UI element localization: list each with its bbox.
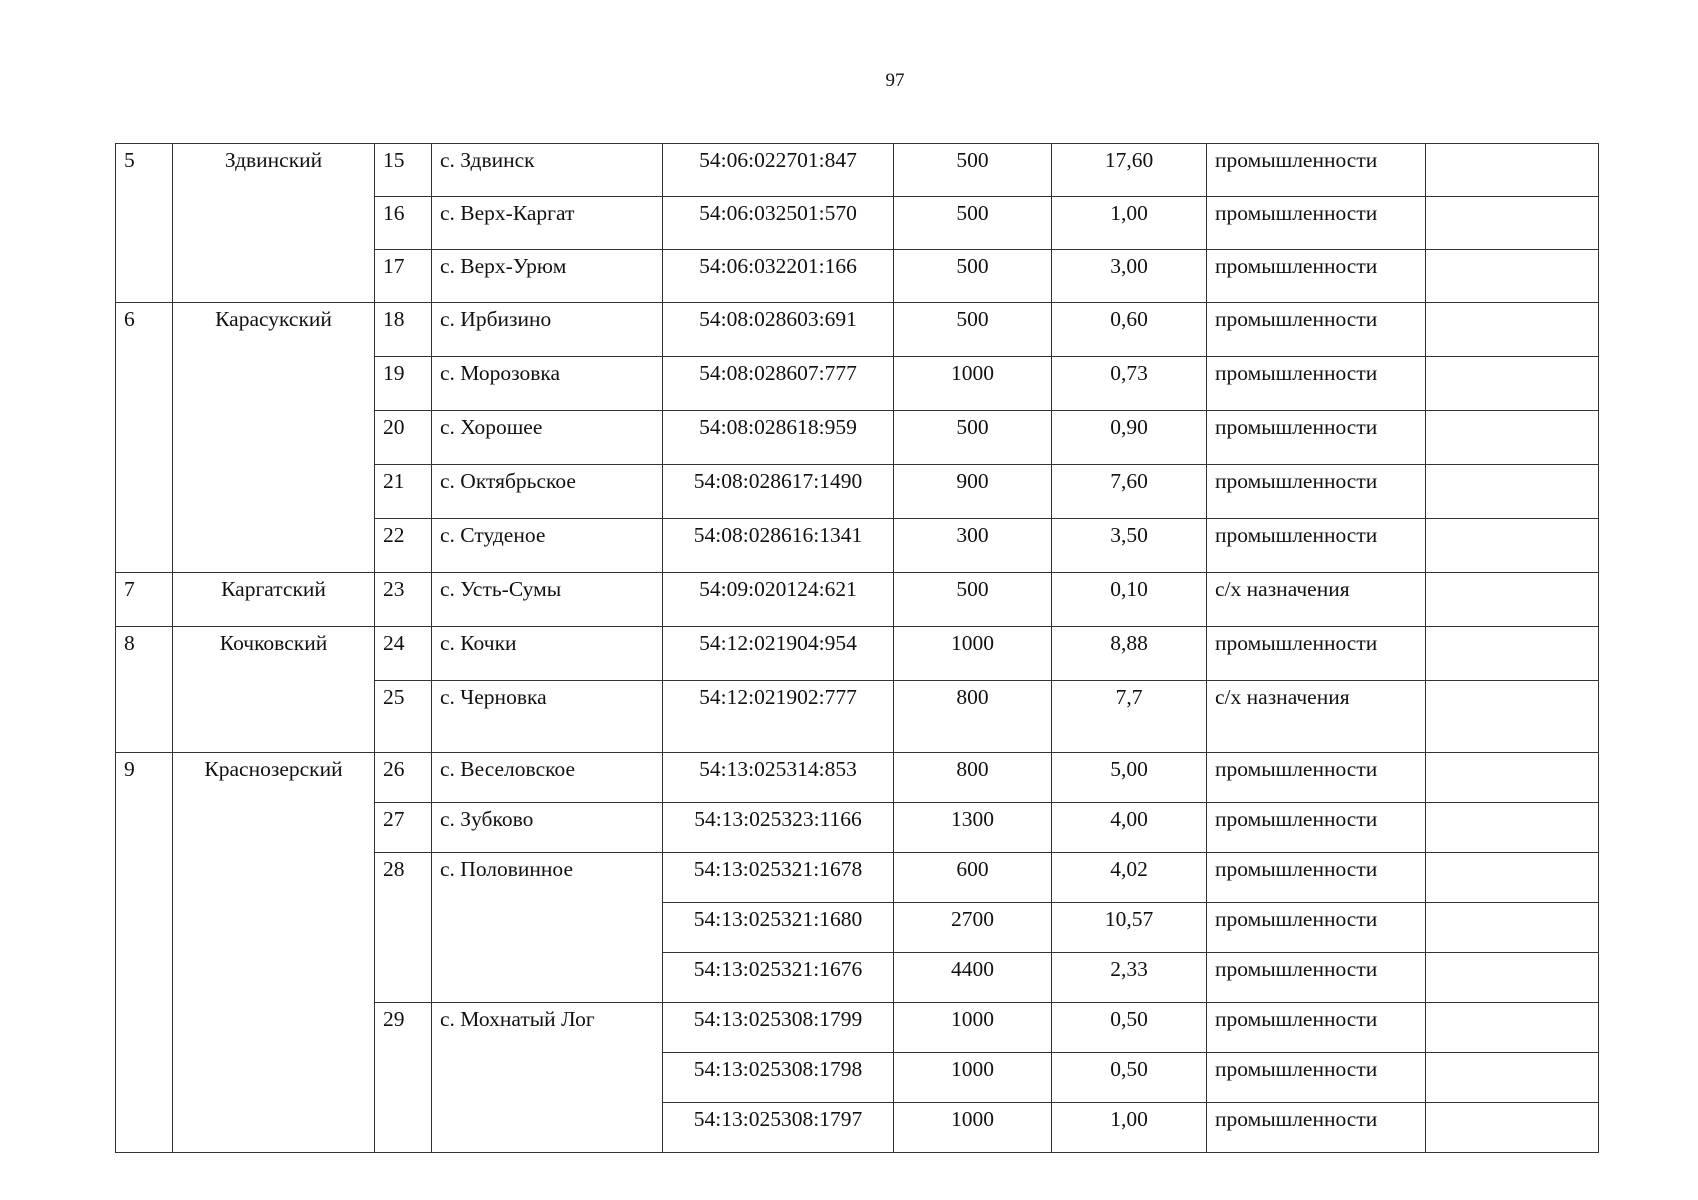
district-number: 5 xyxy=(116,144,173,303)
cadastral-number: 54:12:021902:777 xyxy=(663,681,894,753)
land-category: промышленности xyxy=(1207,1103,1426,1153)
locality-name: с. Хорошее xyxy=(432,411,663,465)
district-name: Каргатский xyxy=(173,573,375,627)
land-category: промышленности xyxy=(1207,853,1426,903)
table-row xyxy=(116,753,1599,803)
land-category: промышленности xyxy=(1207,803,1426,853)
locality-name: с. Морозовка xyxy=(432,357,663,411)
cadastral-number: 54:13:025321:1680 xyxy=(663,903,894,953)
plot-value-2: 7,7 xyxy=(1052,681,1207,753)
cadastral-number: 54:06:032501:570 xyxy=(663,197,894,250)
district-name: Краснозерский xyxy=(173,753,375,1153)
plot-value-1: 1300 xyxy=(894,803,1052,853)
cadastral-number: 54:13:025321:1678 xyxy=(663,853,894,903)
land-category: промышленности xyxy=(1207,144,1426,197)
locality-name: с. Здвинск xyxy=(432,144,663,197)
site-number: 15 xyxy=(375,144,432,197)
district-number: 9 xyxy=(116,753,173,1153)
district-number: 6 xyxy=(116,303,173,573)
cadastral-number: 54:08:028607:777 xyxy=(663,357,894,411)
plot-value-2: 2,33 xyxy=(1052,953,1207,1003)
cadastral-number: 54:08:028617:1490 xyxy=(663,465,894,519)
plot-value-1: 500 xyxy=(894,250,1052,303)
district-number: 7 xyxy=(116,573,173,627)
empty-cell xyxy=(1426,357,1599,411)
table-body xyxy=(116,144,1599,1153)
land-category: промышленности xyxy=(1207,250,1426,303)
empty-cell xyxy=(1426,573,1599,627)
plot-value-2: 0,73 xyxy=(1052,357,1207,411)
cadastral-number: 54:13:025308:1799 xyxy=(663,1003,894,1053)
empty-cell xyxy=(1426,144,1599,197)
empty-cell xyxy=(1426,853,1599,903)
cadastral-number: 54:08:028616:1341 xyxy=(663,519,894,573)
site-number: 18 xyxy=(375,303,432,357)
locality-name: с. Мохнатый Лог xyxy=(432,1003,663,1153)
plot-value-2: 4,00 xyxy=(1052,803,1207,853)
plot-value-2: 10,57 xyxy=(1052,903,1207,953)
empty-cell xyxy=(1426,627,1599,681)
page-number: 97 xyxy=(885,70,905,91)
land-category: промышленности xyxy=(1207,357,1426,411)
cadastral-number: 54:08:028618:959 xyxy=(663,411,894,465)
empty-cell xyxy=(1426,519,1599,573)
plot-value-1: 500 xyxy=(894,573,1052,627)
plot-value-2: 17,60 xyxy=(1052,144,1207,197)
empty-cell xyxy=(1426,803,1599,853)
empty-cell xyxy=(1426,411,1599,465)
empty-cell xyxy=(1426,903,1599,953)
plot-value-1: 500 xyxy=(894,411,1052,465)
plot-value-1: 800 xyxy=(894,753,1052,803)
plot-value-1: 900 xyxy=(894,465,1052,519)
cadastral-number: 54:13:025308:1797 xyxy=(663,1103,894,1153)
locality-name: с. Половинное xyxy=(432,853,663,1003)
plot-value-2: 5,00 xyxy=(1052,753,1207,803)
plot-value-2: 0,50 xyxy=(1052,1053,1207,1103)
land-category: с/х назначения xyxy=(1207,573,1426,627)
cadastral-number: 54:13:025321:1676 xyxy=(663,953,894,1003)
site-number: 23 xyxy=(375,573,432,627)
cadastral-number: 54:13:025308:1798 xyxy=(663,1053,894,1103)
cadastral-number: 54:13:025314:853 xyxy=(663,753,894,803)
cadastral-number: 54:13:025323:1166 xyxy=(663,803,894,853)
plot-value-1: 800 xyxy=(894,681,1052,753)
site-number: 16 xyxy=(375,197,432,250)
site-number: 20 xyxy=(375,411,432,465)
plot-value-1: 4400 xyxy=(894,953,1052,1003)
plot-value-2: 0,90 xyxy=(1052,411,1207,465)
district-number: 8 xyxy=(116,627,173,753)
locality-name: с. Черновка xyxy=(432,681,663,753)
locality-name: с. Кочки xyxy=(432,627,663,681)
site-number: 26 xyxy=(375,753,432,803)
plot-value-1: 1000 xyxy=(894,357,1052,411)
site-number: 28 xyxy=(375,853,432,1003)
locality-name: с. Зубково xyxy=(432,803,663,853)
plot-value-1: 2700 xyxy=(894,903,1052,953)
site-number: 24 xyxy=(375,627,432,681)
plot-value-2: 1,00 xyxy=(1052,1103,1207,1153)
plot-value-1: 500 xyxy=(894,144,1052,197)
plot-value-2: 0,50 xyxy=(1052,1003,1207,1053)
district-name: Карасукский xyxy=(173,303,375,573)
district-name: Кочковский xyxy=(173,627,375,753)
land-category: промышленности xyxy=(1207,1053,1426,1103)
table-row xyxy=(116,573,1599,627)
plot-value-2: 8,88 xyxy=(1052,627,1207,681)
plot-value-2: 4,02 xyxy=(1052,853,1207,903)
site-number: 29 xyxy=(375,1003,432,1153)
plot-value-1: 1000 xyxy=(894,627,1052,681)
cadastral-number: 54:12:021904:954 xyxy=(663,627,894,681)
cadastral-number: 54:06:032201:166 xyxy=(663,250,894,303)
locality-name: с. Веселовское xyxy=(432,753,663,803)
land-category: промышленности xyxy=(1207,411,1426,465)
land-category: промышленности xyxy=(1207,303,1426,357)
empty-cell xyxy=(1426,1103,1599,1153)
land-category: промышленности xyxy=(1207,953,1426,1003)
empty-cell xyxy=(1426,681,1599,753)
land-plots-table xyxy=(115,143,1599,1153)
empty-cell xyxy=(1426,465,1599,519)
site-number: 25 xyxy=(375,681,432,753)
plot-value-2: 1,00 xyxy=(1052,197,1207,250)
empty-cell xyxy=(1426,250,1599,303)
plot-value-2: 7,60 xyxy=(1052,465,1207,519)
land-category: промышленности xyxy=(1207,1003,1426,1053)
plot-value-1: 1000 xyxy=(894,1003,1052,1053)
plot-value-2: 0,10 xyxy=(1052,573,1207,627)
plot-value-2: 3,00 xyxy=(1052,250,1207,303)
locality-name: с. Усть-Сумы xyxy=(432,573,663,627)
locality-name: с. Студеное xyxy=(432,519,663,573)
plot-value-2: 0,60 xyxy=(1052,303,1207,357)
plot-value-1: 1000 xyxy=(894,1103,1052,1153)
table-row xyxy=(116,144,1599,197)
plot-value-1: 1000 xyxy=(894,1053,1052,1103)
locality-name: с. Верх-Урюм xyxy=(432,250,663,303)
locality-name: с. Верх-Каргат xyxy=(432,197,663,250)
land-category: промышленности xyxy=(1207,197,1426,250)
land-category: промышленности xyxy=(1207,753,1426,803)
land-category: промышленности xyxy=(1207,519,1426,573)
land-category: промышленности xyxy=(1207,627,1426,681)
cadastral-number: 54:06:022701:847 xyxy=(663,144,894,197)
table-row xyxy=(116,303,1599,357)
site-number: 19 xyxy=(375,357,432,411)
cadastral-number: 54:09:020124:621 xyxy=(663,573,894,627)
plot-value-1: 300 xyxy=(894,519,1052,573)
site-number: 27 xyxy=(375,803,432,853)
land-category: промышленности xyxy=(1207,465,1426,519)
site-number: 17 xyxy=(375,250,432,303)
land-category: промышленности xyxy=(1207,903,1426,953)
locality-name: с. Ирбизино xyxy=(432,303,663,357)
locality-name: с. Октябрьское xyxy=(432,465,663,519)
empty-cell xyxy=(1426,1003,1599,1053)
plot-value-1: 500 xyxy=(894,303,1052,357)
empty-cell xyxy=(1426,197,1599,250)
cadastral-number: 54:08:028603:691 xyxy=(663,303,894,357)
table-row xyxy=(116,627,1599,681)
empty-cell xyxy=(1426,1053,1599,1103)
empty-cell xyxy=(1426,953,1599,1003)
land-category: с/х назначения xyxy=(1207,681,1426,753)
site-number: 22 xyxy=(375,519,432,573)
district-name: Здвинский xyxy=(173,144,375,303)
site-number: 21 xyxy=(375,465,432,519)
plot-value-1: 500 xyxy=(894,197,1052,250)
plot-value-2: 3,50 xyxy=(1052,519,1207,573)
empty-cell xyxy=(1426,753,1599,803)
empty-cell xyxy=(1426,303,1599,357)
plot-value-1: 600 xyxy=(894,853,1052,903)
